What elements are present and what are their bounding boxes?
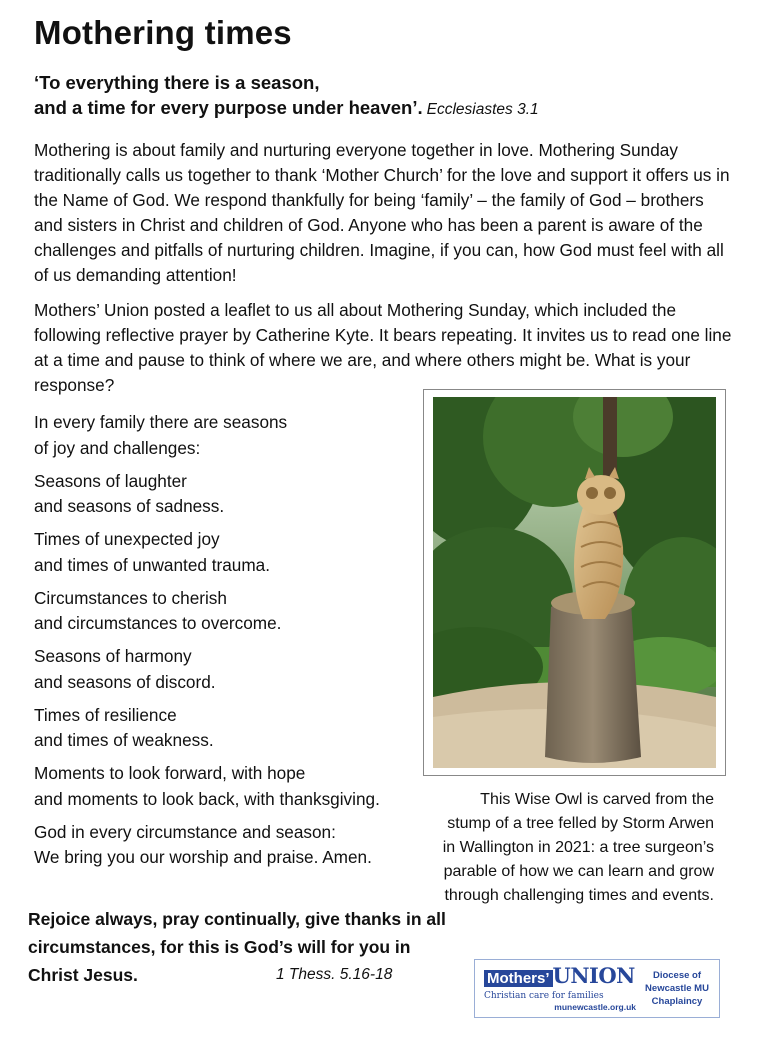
prayer-line: In every family there are seasons xyxy=(34,412,288,432)
photo-caption: This Wise Owl is carved from the stump of a tree felled by Storm Arwen in Wallington in 2021: a tree surgeon’s parable of how we can learn and grow through challenging times and events. xyxy=(442,791,714,904)
epigraph xyxy=(34,70,539,122)
logo-url[interactable]: munewcastle.org.uk xyxy=(554,1002,636,1012)
prayer-stanza xyxy=(34,820,434,871)
epigraph-line-2: and a time for every purpose under heaven’. xyxy=(34,97,423,118)
prayer-line: and circumstances to overcome. xyxy=(34,613,282,633)
logo-diocese-line-1: Diocese of xyxy=(652,970,702,981)
reflective-prayer xyxy=(34,410,434,878)
paragraph-mothering: Mothering is about family and nurturing everyone together in love. Mothering Sunday traditionally calls us together to thank ‘Mother Church’ for the love and support it offers us in the Name of God. We respond thankfully for being ‘family’ – the family of God – brothers and sisters in Christ and children of God. Anyone who has been a parent is aware of the challenges and pitfalls of nurturing children. Imagine, if you can, how God must feel with all of us demanding attention! xyxy=(34,140,730,285)
prayer-line: Circumstances to cherish xyxy=(34,587,227,608)
photo-frame xyxy=(423,389,726,776)
prayer-stanza xyxy=(34,586,434,637)
mothers-union-logo xyxy=(474,959,720,1018)
prayer-line: and moments to look back, with thanksgiving. xyxy=(34,788,380,809)
logo-tagline: Christian care for families xyxy=(484,991,604,1001)
prayer-line: and seasons of discord. xyxy=(34,671,216,692)
prayer-stanza xyxy=(34,703,434,754)
page-title: Mothering times xyxy=(34,14,292,51)
prayer-line: and times of weakness. xyxy=(34,730,214,750)
epigraph-reference: Ecclesiastes 3.1 xyxy=(426,101,539,118)
prayer-stanza xyxy=(34,644,434,695)
prayer-line: Moments to look forward, with hope xyxy=(34,763,306,783)
epigraph-line-1: ‘To everything there is a season, xyxy=(34,72,320,93)
prayer-line: Times of resilience xyxy=(34,704,177,725)
logo-diocese-line-3: Chaplaincy xyxy=(651,996,703,1007)
prayer-line: Seasons of harmony xyxy=(34,646,192,666)
logo-diocese-line-2: Newcastle MU xyxy=(645,983,709,994)
logo-diocese xyxy=(640,969,714,1008)
prayer-line: We bring you our worship and praise. Amen. xyxy=(34,847,372,867)
prayer-line: and seasons of sadness. xyxy=(34,496,225,516)
prayer-stanza xyxy=(34,761,434,812)
prayer-line: God in every circumstance and season: xyxy=(34,821,336,842)
logo-brand-large: UNION xyxy=(552,963,635,988)
paragraph-mothers-union: Mothers’ Union posted a leaflet to us all about Mothering Sunday, which included the following reflective prayer by Catherine Kyte. It bears repeating. It invites us to read one line at a time and pause to think of where we are, and where others might be. What is your response? xyxy=(34,300,732,395)
closing-verse-reference: 1 Thess. 5.16-18 xyxy=(276,966,393,983)
prayer-stanza xyxy=(34,410,434,461)
prayer-line: Times of unexpected joy xyxy=(34,529,220,549)
prayer-line: and times of unwanted trauma. xyxy=(34,554,270,575)
prayer-line: of joy and challenges: xyxy=(34,437,201,458)
logo-brand-small: Mothers’ xyxy=(484,970,553,987)
carved-owl-photo-icon xyxy=(433,397,716,768)
closing-verse-text: Rejoice always, pray continually, give thanks in all circumstances, for this is God’s will for you in Christ Jesus. xyxy=(28,909,446,985)
prayer-stanza xyxy=(34,469,434,520)
prayer-line: Seasons of laughter xyxy=(34,470,187,491)
closing-verse xyxy=(28,905,448,989)
prayer-stanza xyxy=(34,527,434,578)
